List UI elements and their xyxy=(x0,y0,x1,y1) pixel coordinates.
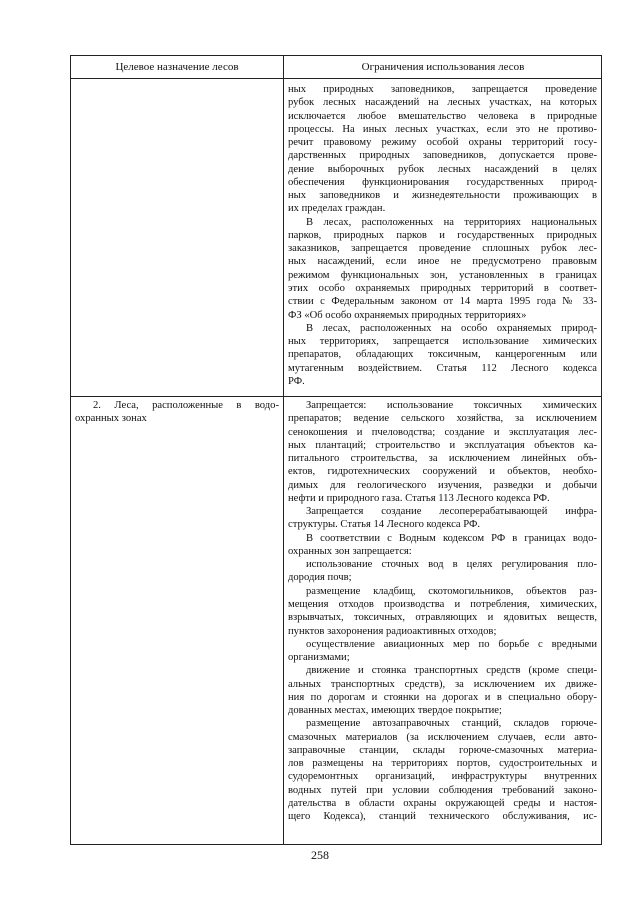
text-line: обеспечения функционирования государственных природ- xyxy=(288,176,597,188)
text-line: лов размещены на территориях портов, судостроительных и xyxy=(288,758,597,770)
text-line: парков, природных парков и государственных природных xyxy=(288,229,597,241)
text-line: мещения отходов производства и потребления, химических, xyxy=(288,598,597,610)
text-line: димых для геологического изучения, разведки и добычи xyxy=(288,479,597,491)
text-line: мутагенным воздействием. Статья 112 Лесного кодекса xyxy=(288,362,597,374)
text-line: В лесах, расположенных на особо охраняемых природ- xyxy=(306,322,597,334)
text-line: охранных зонах xyxy=(75,413,147,425)
regulation-table xyxy=(70,55,602,845)
text-line: РФ. xyxy=(288,375,305,387)
text-line: движение и стоянка транспортных средств (кроме специ- xyxy=(306,665,597,677)
text-line: использование сточных вод в целях регулирования пло- xyxy=(306,559,597,571)
row1-restrictions-cell xyxy=(288,83,597,388)
column-divider xyxy=(283,56,284,844)
text-line: судоремонтных организаций, инфраструктуры внутренних xyxy=(288,771,597,783)
text-line: альных транспортных средств), за исключением их движе- xyxy=(288,678,597,690)
header-target-purpose: Целевое назначение лесов xyxy=(115,61,239,73)
page-number: 258 xyxy=(311,848,329,862)
text-line: осуществление авиационных мер по борьбе с вредными xyxy=(306,638,597,650)
text-line: исключается любое вмешательство человека в природные xyxy=(288,110,597,122)
text-line: дородия почв; xyxy=(288,572,352,584)
text-line: заправочные станции, склады горюче-смазочных материа- xyxy=(288,744,597,756)
text-line: пунктов захоронения радиоактивных отходов; xyxy=(288,625,497,637)
text-line: их пределах граждан. xyxy=(288,203,386,215)
text-line: дованных местах, имеющих твердое покрытие; xyxy=(288,705,502,717)
text-line: В лесах, расположенных на территориях национальных xyxy=(306,216,597,228)
text-line: ных плантаций; строительство и эксплуатация объектов ка- xyxy=(288,439,597,451)
row-divider xyxy=(71,396,601,397)
text-line: режимом функциональных зон, установленных в границах xyxy=(288,269,597,281)
text-line: водных путей при условии соблюдения требований законо- xyxy=(288,784,597,796)
text-line: дательства в области охраны окружающей среды и настоя- xyxy=(288,797,597,809)
text-line: щего Кодекса), станций технического обслуживания, ис- xyxy=(288,811,597,823)
text-line: ствии с Федеральным законом от 14 марта 1995 года № 33- xyxy=(288,296,597,308)
text-line: препаратов; ведение сельского хозяйства, за исключением xyxy=(288,413,597,425)
text-line: дарственных природных заповедников, допускается прове- xyxy=(288,150,597,162)
text-line: ных природных заповедников, запрещается проведение xyxy=(288,84,597,95)
text-line: рубок лесных насаждений на лесных участках, на которых xyxy=(288,97,597,109)
text-line: В соответствии с Водным кодексом РФ в границах водо- xyxy=(306,532,597,544)
text-line: ФЗ «Об особо охраняемых природных территориях» xyxy=(288,309,527,321)
text-line: нефти и природного газа. Статья 113 Лесного кодекса РФ. xyxy=(288,492,550,504)
text-line: Запрещается создание лесоперерабатывающей инфра- xyxy=(306,506,597,518)
text-line: структуры. Статья 14 Лесного кодекса РФ. xyxy=(288,519,481,531)
text-line: питального строительства, за исключением линейных объ- xyxy=(288,453,597,465)
text-line: смазочных материалов (за исключением случаев, если авто- xyxy=(288,731,597,743)
text-line: процессы. На иных лесных участках, если это не противо- xyxy=(288,123,597,135)
text-line: Запрещается: использование токсичных химических xyxy=(306,400,597,411)
text-line: взрывчатых, токсичных, отравляющих и ядовитых веществ, xyxy=(288,612,597,624)
text-line: сенокошения и пчеловодства; создание и эксплуатация лес- xyxy=(288,426,597,438)
text-line: препаратов, обладающих токсичным, канцерогенным или xyxy=(288,349,597,361)
row2-restrictions-cell xyxy=(288,399,597,824)
text-line: ектов, гидротехнических сооружений и объектов, необхо- xyxy=(288,466,597,478)
row2-purpose-cell xyxy=(75,399,279,426)
text-line: 2. Леса, расположенные в водо- xyxy=(93,400,279,411)
header-divider xyxy=(71,78,601,79)
text-line: ных территориях, запрещается использование химических xyxy=(288,336,597,348)
text-line: дение выборочных рубок лесных насаждений в целях xyxy=(288,163,597,175)
text-line: ния по дорогам и стоянки на дорогах и в специально обору- xyxy=(288,691,597,703)
text-line: речит правовому режиму особой охраны территорий госу- xyxy=(288,137,597,149)
header-usage-restrictions: Ограничения использования лесов xyxy=(361,61,525,73)
text-line: размещение автозаправочных станций, складов горюче- xyxy=(306,718,597,730)
text-line: ных заповедников и жизнедеятельности проживающих в xyxy=(288,190,597,202)
text-line: размещение кладбищ, скотомогильников, объектов раз- xyxy=(306,585,597,597)
text-line: этих особо охраняемых природных территорий в соответ- xyxy=(288,282,597,294)
text-line: организмами; xyxy=(288,652,350,664)
text-line: заказников, запрещается проведение сплошных рубок лес- xyxy=(288,243,597,255)
text-line: охранных зон запрещается: xyxy=(288,545,412,557)
text-line: ных насаждений, если иное не предусмотрено правовым xyxy=(288,256,597,268)
